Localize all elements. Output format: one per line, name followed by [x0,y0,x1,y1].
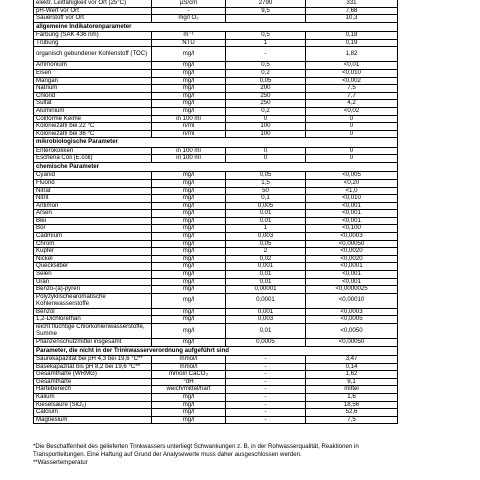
parameter-name: Blei [34,217,152,225]
parameter-unit: mg/l [152,210,226,218]
parameter-row [34,123,398,131]
parameter-value: <0,0050 [306,324,398,339]
parameter-row [34,339,398,347]
parameter-value: 9,1 [306,378,398,386]
parameter-value: 7,5 [306,416,398,424]
parameter-row [34,100,398,108]
parameter-name: Koloniezahl bei 36 °C [34,130,152,138]
parameter-limit: - [226,356,306,364]
parameter-value: <0,0020 [306,255,398,263]
parameter-name: Mangan [34,77,152,85]
parameter-unit: mg/l [152,401,226,409]
parameter-name: organisch gebundener Kohlenstoff (TOC) [34,47,152,62]
parameter-row [34,69,398,77]
parameter-limit: 9,5 [226,7,306,15]
parameter-value: <0,001 [306,271,398,279]
parameter-value: 10,3 [306,15,398,23]
section-header-row [34,138,398,147]
parameter-row [34,32,398,40]
parameter-limit: 0 [226,147,306,155]
parameter-row [34,85,398,93]
parameter-name: Säurekapazität bei pH 4,3 bei 19,6 °C** [34,356,152,364]
parameter-unit: in 100 ml [152,115,226,123]
parameter-value: 0,18 [306,32,398,40]
parameter-row [34,248,398,256]
parameter-unit: mg/l [152,233,226,241]
parameter-value: <0,010 [306,195,398,203]
parameter-name: Nickel [34,255,152,263]
parameter-unit: mg/l [152,179,226,187]
parameter-row [34,416,398,424]
parameter-unit: mg/l [152,202,226,210]
parameter-row [34,187,398,195]
section-title: mikrobiologische Parameter [34,138,398,147]
parameter-row [34,271,398,279]
parameter-unit: °dH [152,378,226,386]
parameter-value: 0,14 [306,363,398,371]
parameter-limit: - [226,371,306,379]
parameter-limit: 200 [226,85,306,93]
parameter-unit: mmol/l [152,363,226,371]
parameter-name: leicht flüchtige Chlorkohlenwasserstoffe, Summe [34,324,152,339]
parameter-row [34,409,398,417]
parameter-unit: mg/l [152,225,226,233]
parameter-name: Basekapazität bis pH 8,2 bei 19,6 °C** [34,363,152,371]
parameter-value: 0 [306,155,398,163]
footnotes [33,443,433,466]
section-title: chemische Parameter [34,162,398,171]
parameter-value: 52,6 [306,409,398,417]
parameter-name: Kalium [34,393,152,401]
parameter-unit: mg/l [152,416,226,424]
parameter-limit: 2790 [226,0,306,7]
parameter-limit: 100 [226,123,306,131]
parameter-name: Kieselsäure (SiO₂) [34,401,152,409]
parameter-row [34,401,398,409]
parameter-unit: mg/l [152,217,226,225]
parameter-row [34,147,398,155]
parameter-name: Nitrit [34,195,152,203]
parameter-limit: 0,01 [226,324,306,339]
parameter-limit: 0,003 [226,233,306,241]
parameter-unit: mg/l [152,308,226,316]
parameter-limit: 0,01 [226,217,306,225]
parameter-name: elektr. Leitfähigkeit vor Ort (25°C) [34,0,152,7]
parameter-value: <0,100 [306,225,398,233]
parameter-limit: 0,01 [226,271,306,279]
parameter-name: Escheria Coli (E.coli) [34,155,152,163]
parameter-value: 4,2 [306,100,398,108]
parameter-unit: mg/l [152,278,226,286]
parameter-limit: 0,001 [226,308,306,316]
parameter-value: <1,0 [306,187,398,195]
parameter-unit: mg/l [152,47,226,62]
parameter-limit: 0,05 [226,240,306,248]
parameter-limit: 100 [226,130,306,138]
parameter-row [34,217,398,225]
parameter-name: Kupfer [34,248,152,256]
parameter-row [34,233,398,241]
parameter-limit: 0,1 [226,195,306,203]
parameter-row [34,308,398,316]
parameter-unit: mg/l [152,255,226,263]
section-header-row [34,22,398,31]
parameter-row [34,172,398,180]
parameter-name: Cyanid [34,172,152,180]
parameter-value: <0,00010 [306,293,398,308]
parameter-row [34,240,398,248]
parameter-limit: 0,2 [226,107,306,115]
parameter-name: Uran [34,278,152,286]
parameter-value: <0,02 [306,107,398,115]
parameter-value: <0,0001 [306,263,398,271]
parameter-limit: 0 [226,115,306,123]
parameter-value: <0,001 [306,210,398,218]
parameter-value: <0,20 [306,179,398,187]
parameter-unit: mg/l [152,100,226,108]
parameter-unit: mg/l [152,316,226,324]
parameter-row [34,393,398,401]
water-analysis-table-body [34,0,398,424]
parameter-name: Gesamthärte [34,378,152,386]
parameter-limit: 1,5 [226,179,306,187]
parameter-row [34,15,398,23]
parameter-name: Enterokokken [34,147,152,155]
parameter-row [34,371,398,379]
parameter-row [34,255,398,263]
parameter-limit: 0,005 [226,202,306,210]
parameter-limit: 250 [226,92,306,100]
parameter-value: 1,62 [306,371,398,379]
parameter-value: <0,00050 [306,240,398,248]
parameter-unit: mg/l [152,195,226,203]
parameter-unit: mg/l [152,393,226,401]
parameter-value: 0 [306,147,398,155]
parameter-row [34,107,398,115]
parameter-row [34,378,398,386]
parameter-row [34,263,398,271]
parameter-value: 0 [306,123,398,131]
parameter-limit: 0,5 [226,32,306,40]
parameter-name: Gesamthärte (WRMG) [34,371,152,379]
parameter-row [34,363,398,371]
parameter-row [34,92,398,100]
parameter-row [34,130,398,138]
parameter-limit: - [226,409,306,417]
parameter-value: 3,47 [306,356,398,364]
parameter-name: Antimon [34,202,152,210]
footnote-disclaimer-line-2: Transportleitungen. Eine Haftung auf Grund der Analysewerte muss daher ausgeschlossen werden. [33,450,302,458]
parameter-name: Selen [34,271,152,279]
parameter-name: Aluminium [34,107,152,115]
parameter-value: <0,001 [306,217,398,225]
parameter-limit [226,15,306,23]
parameter-unit: mg/l [152,92,226,100]
parameter-row [34,386,398,394]
parameter-limit: 0,02 [226,255,306,263]
parameter-name: Polyzyklischearomatische Kohlenwasserstoffe [34,293,152,308]
parameter-limit: 0,0005 [226,339,306,347]
parameter-name: Ammonium [34,62,152,70]
parameter-row [34,62,398,70]
parameter-limit: 1 [226,39,306,47]
parameter-limit: - [226,393,306,401]
parameter-value: <0,0003 [306,308,398,316]
parameter-row [34,155,398,163]
parameter-unit: mg/l [152,339,226,347]
parameter-name: Sulfat [34,100,152,108]
parameter-value: 18,56 [306,401,398,409]
parameter-limit: 0,05 [226,77,306,85]
parameter-row [34,286,398,294]
parameter-row [34,316,398,324]
parameter-name: Cadmium [34,233,152,241]
parameter-value: 7,7 [306,92,398,100]
parameter-value: 7,68 [306,7,398,15]
parameter-name: Chrom [34,240,152,248]
parameter-value: <0,0000025 [306,286,398,294]
parameter-name: Trübung [34,39,152,47]
parameter-name: Eisen [34,69,152,77]
parameter-value: <0,0005 [306,316,398,324]
parameter-row [34,356,398,364]
parameter-value: <0,0020 [306,248,398,256]
parameter-limit: 0,01 [226,210,306,218]
parameter-limit: 0,01 [226,278,306,286]
parameter-name: Färbung (SAK 436 nm) [34,32,152,40]
parameter-limit: 0,2 [226,69,306,77]
parameter-value: <0,002 [306,77,398,85]
parameter-unit: mg/l [152,263,226,271]
parameter-value: 1,82 [306,47,398,62]
parameter-row [34,195,398,203]
parameter-limit: - [226,378,306,386]
parameter-row [34,77,398,85]
parameter-value: mittel [306,386,398,394]
parameter-value: 1,6 [306,393,398,401]
parameter-limit: 0 [226,155,306,163]
parameter-value: <0,001 [306,202,398,210]
parameter-unit: mg/l [152,409,226,417]
parameter-row [34,293,398,308]
parameter-name: Arsen [34,210,152,218]
water-analysis-table [33,0,398,424]
parameter-name: Benzo-(a)-pyren [34,286,152,294]
parameter-row [34,278,398,286]
parameter-unit: in 100 ml [152,155,226,163]
parameter-value: 0 [306,115,398,123]
parameter-unit: mg/l [152,248,226,256]
parameter-limit: 0,003 [226,316,306,324]
parameter-limit: - [226,363,306,371]
parameter-unit: mg/l [152,293,226,308]
parameter-value: <0,01 [306,62,398,70]
parameter-limit: 0,0001 [226,293,306,308]
parameter-unit: m⁻¹ [152,32,226,40]
parameter-value: 0,19 [306,39,398,47]
parameter-name: Benzol [34,308,152,316]
parameter-unit: mg/l [152,62,226,70]
parameter-value: <0,001 [306,278,398,286]
parameter-limit: 0,05 [226,172,306,180]
parameter-unit: mg/l [152,77,226,85]
parameter-row [34,225,398,233]
parameter-name: Quecksilber [34,263,152,271]
parameter-row [34,0,398,7]
parameter-row [34,39,398,47]
parameter-name: Fluorid [34,179,152,187]
parameter-unit: n/ml [152,123,226,131]
parameter-name: 1,2-Dichlorethan [34,316,152,324]
parameter-unit: mg/l [152,286,226,294]
parameter-unit: mg/l [152,69,226,77]
parameter-row [34,7,398,15]
parameter-value: <0,0003 [306,233,398,241]
parameter-unit: mg/l [152,187,226,195]
parameter-unit: mg/l [152,271,226,279]
section-title: Parameter, die nicht in der Trinkwasserverordnung aufgeführt sind [34,346,398,355]
parameter-limit: 50 [226,187,306,195]
parameter-unit: NTU [152,39,226,47]
footnote-disclaimer-line-1: *Die Beschaffenheit des gelieferten Trinkwassers unterliegt Schwankungen z. B. in der Rohwasserqualität, Reaktionen in [33,443,359,450]
parameter-unit: mg/l [152,324,226,339]
parameter-limit: - [226,416,306,424]
parameter-value: <0,00050 [306,339,398,347]
parameter-unit: mg/l [152,172,226,180]
parameter-value: 331 [306,0,398,7]
parameter-row [34,324,398,339]
parameter-limit: - [226,401,306,409]
parameter-value: <0,010 [306,69,398,77]
parameter-limit: 2 [226,248,306,256]
parameter-row [34,179,398,187]
parameter-limit: 0,5 [226,62,306,70]
parameter-unit: n/ml [152,130,226,138]
parameter-limit: - [226,386,306,394]
parameter-name: Calcium [34,409,152,417]
parameter-name: Nitrat [34,187,152,195]
parameter-limit: 0,001 [226,263,306,271]
parameter-unit: mg/l [152,240,226,248]
parameter-unit: weich/mittel/hart [152,386,226,394]
section-title: allgemeine Indikatorenparameter [34,22,398,31]
parameter-unit: in 100 ml [152,147,226,155]
parameter-row [34,202,398,210]
parameter-name: Chlorid [34,92,152,100]
parameter-unit: mg/l [152,107,226,115]
parameter-limit: - [226,47,306,62]
parameter-unit: µS/cm [152,0,226,7]
parameter-name: Magnesium [34,416,152,424]
parameter-row [34,47,398,62]
parameter-limit: 0,00001 [226,286,306,294]
parameter-name: Härtebereich [34,386,152,394]
parameter-limit: 250 [226,100,306,108]
parameter-value: 7,5 [306,85,398,93]
parameter-name: pH-Wert vor Ort [34,7,152,15]
parameter-name: Coliforme Keime [34,115,152,123]
parameter-name: Sauerstoff vor Ort [34,15,152,23]
parameter-name: Pflanzenschutzmittel insgesamt [34,339,152,347]
parameter-row [34,210,398,218]
parameter-value: <0,005 [306,172,398,180]
section-header-row [34,346,398,355]
parameter-unit: mmol/l [152,356,226,364]
parameter-unit: - [152,7,226,15]
parameter-unit: mg/l [152,85,226,93]
parameter-name: Koloniezahl bei 22 °C [34,123,152,131]
footnote-water-temperature: **Wassertemperatur [33,458,88,466]
parameter-row [34,115,398,123]
parameter-name: Natrium [34,85,152,93]
parameter-unit: mg/l O₂ [152,15,226,23]
section-header-row [34,162,398,171]
parameter-name: Bor [34,225,152,233]
parameter-unit: mmol/l CaCO₃ [152,371,226,379]
parameter-value: 0 [306,130,398,138]
parameter-limit: 1 [226,225,306,233]
